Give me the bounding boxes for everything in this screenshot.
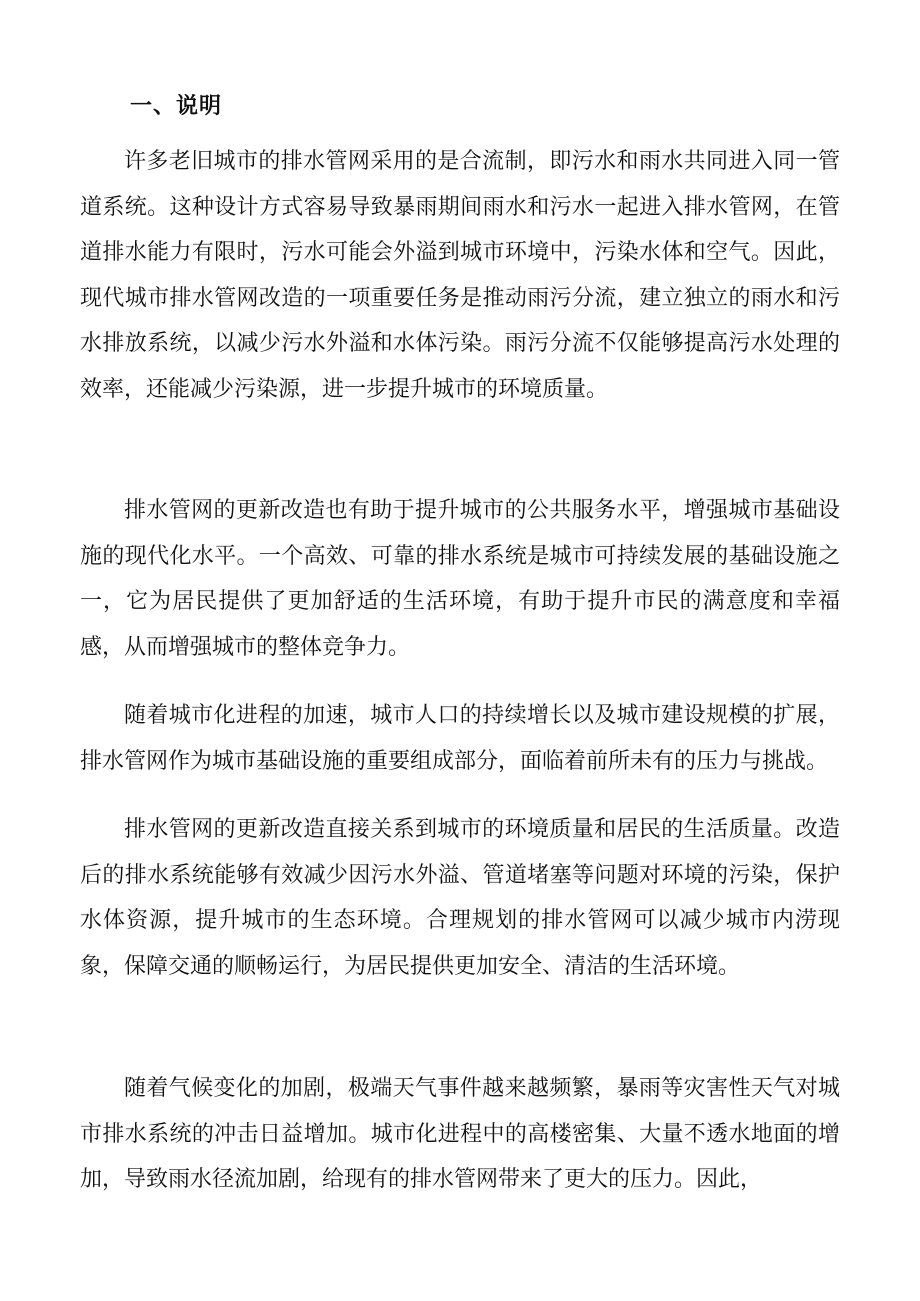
- paragraph-2: 排水管网的更新改造也有助于提升城市的公共服务水平，增强城市基础设施的现代化水平。一个高效、可靠的排水系统是城市可持续发展的基础设施之一，它为居民提供了更加舒适的生活环境，有助于提升市民的满意度和幸福感，从而增强城市的整体竞争力。: [80, 498, 840, 660]
- paragraph-3: 随着城市化进程的加速，城市人口的持续增长以及城市建设规模的扩展，排水管网作为城市基础设施的重要组成部分，面临着前所未有的压力与挑战。: [80, 703, 840, 774]
- paragraph-1: 许多老旧城市的排水管网采用的是合流制，即污水和雨水共同进入同一管道系统。这种设计方式容易导致暴雨期间雨水和污水一起进入排水管网，在管道排水能力有限时，污水可能会外溢到城市环境中，污染水体和空气。因此，现代城市排水管网改造的一项重要任务是推动雨污分流，建立独立的雨水和污水排放系统，以减少污水外溢和水体污染。雨污分流不仅能够提高污水处理的效率，还能减少污染源，进一步提升城市的环境质量。: [80, 149, 840, 402]
- paragraph-4: 排水管网的更新改造直接关系到城市的环境质量和居民的生活质量。改造后的排水系统能够有效减少因污水外溢、管道堵塞等问题对环境的污染，保护水体资源，提升城市的生态环境。合理规划的排水管网可以减少城市内涝现象，保障交通的顺畅运行，为居民提供更加安全、清洁的生活环境。: [80, 817, 840, 979]
- paragraph-5: 随着气候变化的加剧，极端天气事件越来越频繁，暴雨等灾害性天气对城市排水系统的冲击日益增加。城市化进程中的高楼密集、大量不透水地面的增加，导致雨水径流加剧，给现有的排水管网带来了更大的压力。因此，: [80, 1076, 840, 1192]
- section-heading: 一、说明: [130, 93, 223, 119]
